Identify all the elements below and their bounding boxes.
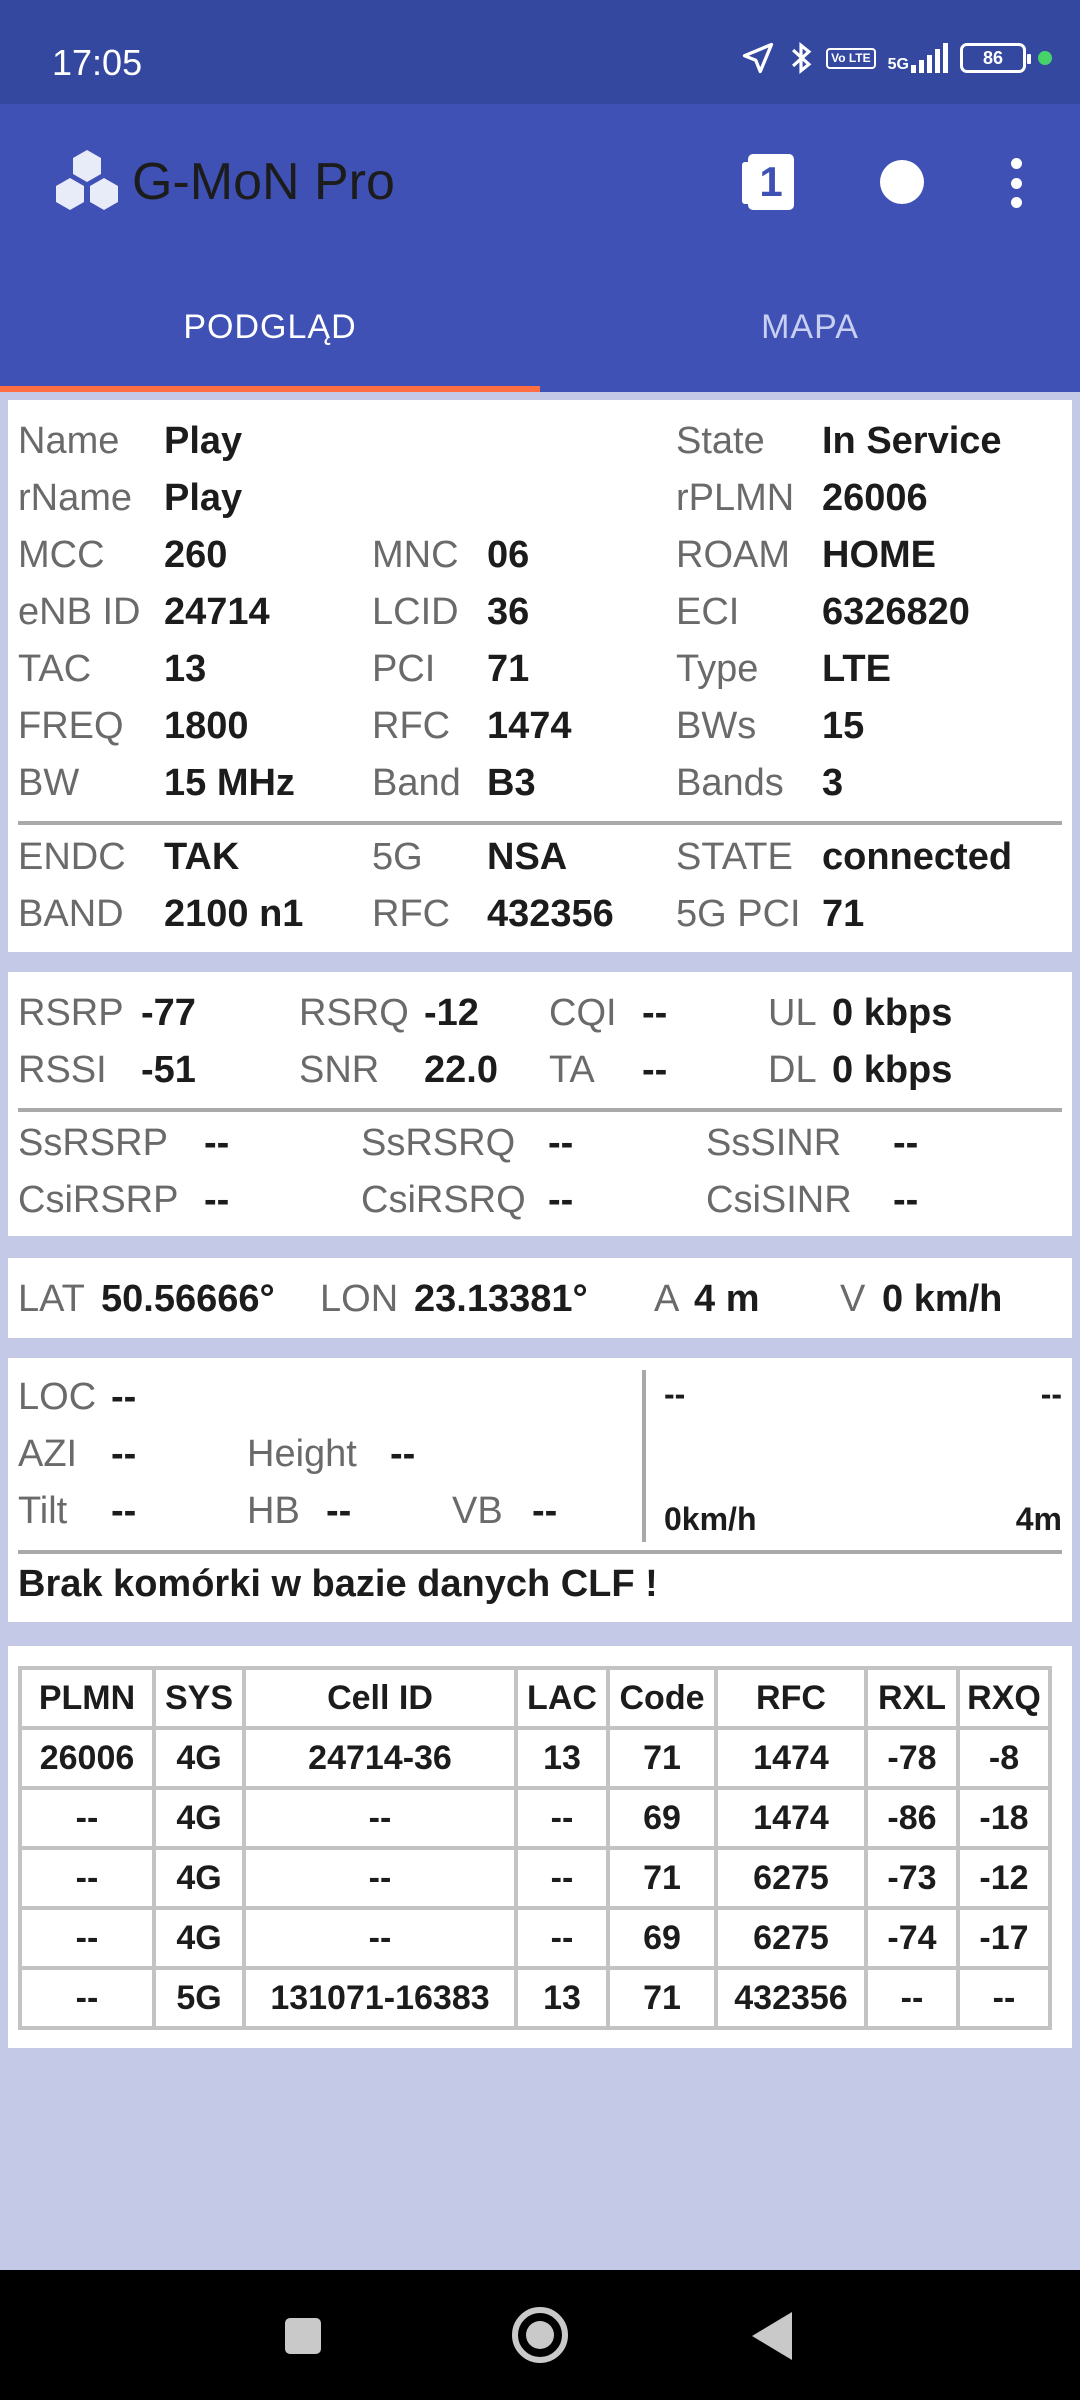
table-cell: -- [516, 1908, 608, 1968]
5g-signal-icon [888, 43, 948, 73]
lcid-label: LCID [372, 591, 459, 633]
column-header-code: Code [608, 1668, 716, 1728]
table-cell: -- [20, 1788, 154, 1848]
pci-value: 71 [487, 648, 530, 690]
rfc-value: 1474 [487, 705, 572, 747]
table-cell: -- [866, 1968, 958, 2028]
graph-top-left: -- [664, 1376, 686, 1412]
tac-label: TAC [18, 648, 92, 690]
table-cell: 69 [608, 1908, 716, 1968]
column-header-sys: SYS [154, 1668, 244, 1728]
network-type-label: 5G [887, 56, 909, 73]
table-cell: 5G [154, 1968, 244, 2028]
csirsrq-label: CsiRSRQ [361, 1179, 526, 1221]
table-cell: 131071-16383 [244, 1968, 516, 2028]
accuracy-label: A [654, 1278, 680, 1320]
table-cell: -- [516, 1848, 608, 1908]
column-header-plmn: PLMN [20, 1668, 154, 1728]
graph-top-right: -- [1040, 1376, 1062, 1412]
ul-label: UL [768, 992, 817, 1034]
ssrsrq-label: SsRSRQ [361, 1122, 516, 1164]
roam-label: ROAM [676, 534, 790, 576]
bluetooth-icon [788, 39, 814, 77]
table-cell: 1474 [716, 1728, 866, 1788]
column-header-rxq: RXQ [958, 1668, 1050, 1728]
battery-level: 86 [982, 47, 1004, 68]
status-time: 17:05 [52, 42, 143, 83]
table-cell: -- [244, 1908, 516, 1968]
rfc-label: RFC [372, 705, 451, 747]
home-button[interactable] [512, 2307, 568, 2363]
type-label: Type [676, 648, 759, 690]
rplmn-value: 26006 [822, 477, 928, 519]
mnc-label: MNC [372, 534, 459, 576]
dl-label: DL [768, 1049, 817, 1091]
cqi-label: CQI [549, 992, 617, 1034]
eci-value: 6326820 [822, 591, 970, 633]
sim-selector-button[interactable]: 1 [748, 154, 794, 210]
bw-label: BW [18, 762, 80, 804]
dl-value: 0 kbps [832, 1049, 953, 1091]
navigation-arrow-icon [740, 40, 776, 76]
band2-label: BAND [18, 893, 124, 935]
battery-icon [960, 43, 1026, 73]
sssinr-value: -- [893, 1122, 919, 1164]
rname-value: Play [164, 477, 243, 519]
status-bar [0, 0, 1080, 104]
band2-value: 2100 n1 [164, 893, 304, 935]
hb-label: HB [247, 1490, 300, 1532]
table-cell: 4G [154, 1788, 244, 1848]
app-title: G-MoN Pro [132, 153, 395, 211]
sssinr-label: SsSINR [706, 1122, 842, 1164]
table-cell: 24714-36 [244, 1728, 516, 1788]
accuracy-value: 4 m [694, 1278, 760, 1320]
tab-podglad[interactable]: PODGLĄD [0, 262, 540, 392]
table-cell: 71 [608, 1728, 716, 1788]
bands-value: 3 [822, 762, 844, 804]
rsrp-value: -77 [141, 992, 196, 1034]
5g-pci-value: 71 [822, 893, 865, 935]
app-logo-icon [52, 148, 122, 216]
ssrsrp-label: SsRSRP [18, 1122, 168, 1164]
name-label: Name [18, 420, 120, 462]
table-cell: 6275 [716, 1848, 866, 1908]
lcid-value: 36 [487, 591, 530, 633]
lon-value: 23.13381° [414, 1278, 588, 1320]
rsrp-label: RSRP [18, 992, 124, 1034]
velocity-label: V [840, 1278, 866, 1320]
table-cell: 71 [608, 1968, 716, 2028]
height-value: -- [390, 1433, 416, 1475]
privacy-indicator-dot [1038, 51, 1052, 65]
vb-value: -- [532, 1490, 558, 1532]
signal-card [8, 972, 1072, 1236]
csisinr-label: CsiSINR [706, 1179, 852, 1221]
vb-label: VB [452, 1490, 503, 1532]
rssi-value: -51 [141, 1049, 196, 1091]
lat-value: 50.56666° [101, 1278, 275, 1320]
lat-label: LAT [18, 1278, 85, 1320]
5g-pci-label: 5G PCI [676, 893, 801, 935]
endc-label: ENDC [18, 836, 126, 878]
table-cell: -86 [866, 1788, 958, 1848]
snr-label: SNR [299, 1049, 380, 1091]
table-cell: 13 [516, 1968, 608, 2028]
table-cell: 26006 [20, 1728, 154, 1788]
back-button[interactable] [752, 2312, 792, 2360]
csirsrq-value: -- [548, 1179, 574, 1221]
section-divider [18, 1550, 1062, 1554]
azi-label: AZI [18, 1433, 78, 1475]
neighbors-card [8, 1646, 1072, 2048]
table-row [20, 1788, 1050, 1848]
mcc-value: 260 [164, 534, 228, 576]
table-cell: 69 [608, 1788, 716, 1848]
rname-label: rName [18, 477, 133, 519]
height-label: Height [247, 1433, 357, 1475]
record-button[interactable] [880, 160, 924, 204]
table-cell: -- [20, 1908, 154, 1968]
bws-value: 15 [822, 705, 865, 747]
mcc-label: MCC [18, 534, 105, 576]
graph-bottom-left: 0km/h [664, 1501, 757, 1537]
graph-bottom-right: 4m [1015, 1501, 1062, 1537]
section-divider [18, 821, 1062, 825]
tilt-value: -- [111, 1490, 137, 1532]
tab-mapa[interactable]: MAPA [761, 307, 859, 346]
table-row [20, 1848, 1050, 1908]
enb-id-value: 24714 [164, 591, 270, 633]
table-cell: 6275 [716, 1908, 866, 1968]
freq-label: FREQ [18, 705, 124, 747]
snr-value: 22.0 [424, 1049, 498, 1091]
table-cell: -- [244, 1788, 516, 1848]
table-cell: -12 [958, 1848, 1050, 1908]
column-header-lac: LAC [516, 1668, 608, 1728]
table-row [20, 1728, 1050, 1788]
roam-value: HOME [822, 534, 936, 576]
state2-value: connected [822, 836, 1013, 878]
endc-value: TAK [164, 836, 240, 878]
loc-label: LOC [18, 1376, 97, 1418]
state-value: In Service [822, 420, 1002, 462]
lon-label: LON [320, 1278, 399, 1320]
clf-message: Brak komórki w bazie danych CLF ! [18, 1563, 658, 1605]
name-value: Play [164, 420, 243, 462]
column-header-rfc: RFC [716, 1668, 866, 1728]
serving-cell-card [8, 400, 1072, 952]
table-cell: 13 [516, 1728, 608, 1788]
table-cell: -8 [958, 1728, 1050, 1788]
neighbors-table [18, 1666, 1052, 2030]
table-cell: -- [20, 1968, 154, 2028]
table-cell: 71 [608, 1848, 716, 1908]
ta-value: -- [642, 1049, 668, 1091]
table-cell: 1474 [716, 1788, 866, 1848]
tac-value: 13 [164, 648, 207, 690]
gps-card [8, 1258, 1072, 1338]
bands-label: Bands [676, 762, 784, 804]
section-divider [18, 1108, 1062, 1112]
table-header-row [20, 1668, 1050, 1728]
csirsrp-label: CsiRSRP [18, 1179, 179, 1221]
column-header-cell-id: Cell ID [244, 1668, 516, 1728]
volte-icon: Vo LTE [826, 48, 876, 69]
rplmn-label: rPLMN [676, 477, 795, 519]
table-cell: 4G [154, 1728, 244, 1788]
type-value: LTE [822, 648, 891, 690]
table-cell: -17 [958, 1908, 1050, 1968]
ssrsrp-value: -- [204, 1122, 230, 1164]
loc-value: -- [111, 1376, 137, 1418]
table-cell: -74 [866, 1908, 958, 1968]
rsrq-label: RSRQ [299, 992, 409, 1034]
tilt-label: Tilt [18, 1490, 68, 1532]
rssi-label: RSSI [18, 1049, 107, 1091]
azi-value: -- [111, 1433, 137, 1475]
state2-label: STATE [676, 836, 793, 878]
ul-value: 0 kbps [832, 992, 953, 1034]
table-cell: -18 [958, 1788, 1050, 1848]
freq-value: 1800 [164, 705, 249, 747]
hb-value: -- [326, 1490, 352, 1532]
site-card [8, 1358, 1072, 1622]
graph-divider [642, 1370, 646, 1542]
table-cell: -73 [866, 1848, 958, 1908]
velocity-value: 0 km/h [882, 1278, 1003, 1320]
overflow-menu-icon[interactable] [1010, 158, 1022, 208]
band-label: Band [372, 762, 461, 804]
recents-button[interactable] [285, 2318, 321, 2354]
cqi-value: -- [642, 992, 668, 1034]
csirsrp-value: -- [204, 1179, 230, 1221]
pci-label: PCI [372, 648, 436, 690]
table-cell: 432356 [716, 1968, 866, 2028]
rsrq-value: -12 [424, 992, 479, 1034]
rfc2-label: RFC [372, 893, 451, 935]
csisinr-value: -- [893, 1179, 919, 1221]
mnc-value: 06 [487, 534, 530, 576]
eci-label: ECI [676, 591, 740, 633]
band-value: B3 [487, 762, 536, 804]
state-label: State [676, 420, 765, 462]
5g-value: NSA [487, 836, 568, 878]
table-cell: -- [20, 1848, 154, 1908]
table-cell: -- [516, 1788, 608, 1848]
enb-id-label: eNB ID [18, 591, 141, 633]
table-cell: -- [958, 1968, 1050, 2028]
column-header-rxl: RXL [866, 1668, 958, 1728]
ta-label: TA [549, 1049, 595, 1091]
table-cell: 4G [154, 1908, 244, 1968]
status-icons [740, 36, 1052, 80]
mini-graph [658, 1370, 1062, 1542]
bw-value: 15 MHz [164, 762, 295, 804]
table-cell: -- [244, 1848, 516, 1908]
5g-label: 5G [372, 836, 423, 878]
table-cell: 4G [154, 1848, 244, 1908]
tab-bar [0, 262, 1080, 392]
table-cell: -78 [866, 1728, 958, 1788]
table-row [20, 1908, 1050, 1968]
rfc2-value: 432356 [487, 893, 614, 935]
ssrsrq-value: -- [548, 1122, 574, 1164]
bws-label: BWs [676, 705, 757, 747]
table-row [20, 1968, 1050, 2028]
